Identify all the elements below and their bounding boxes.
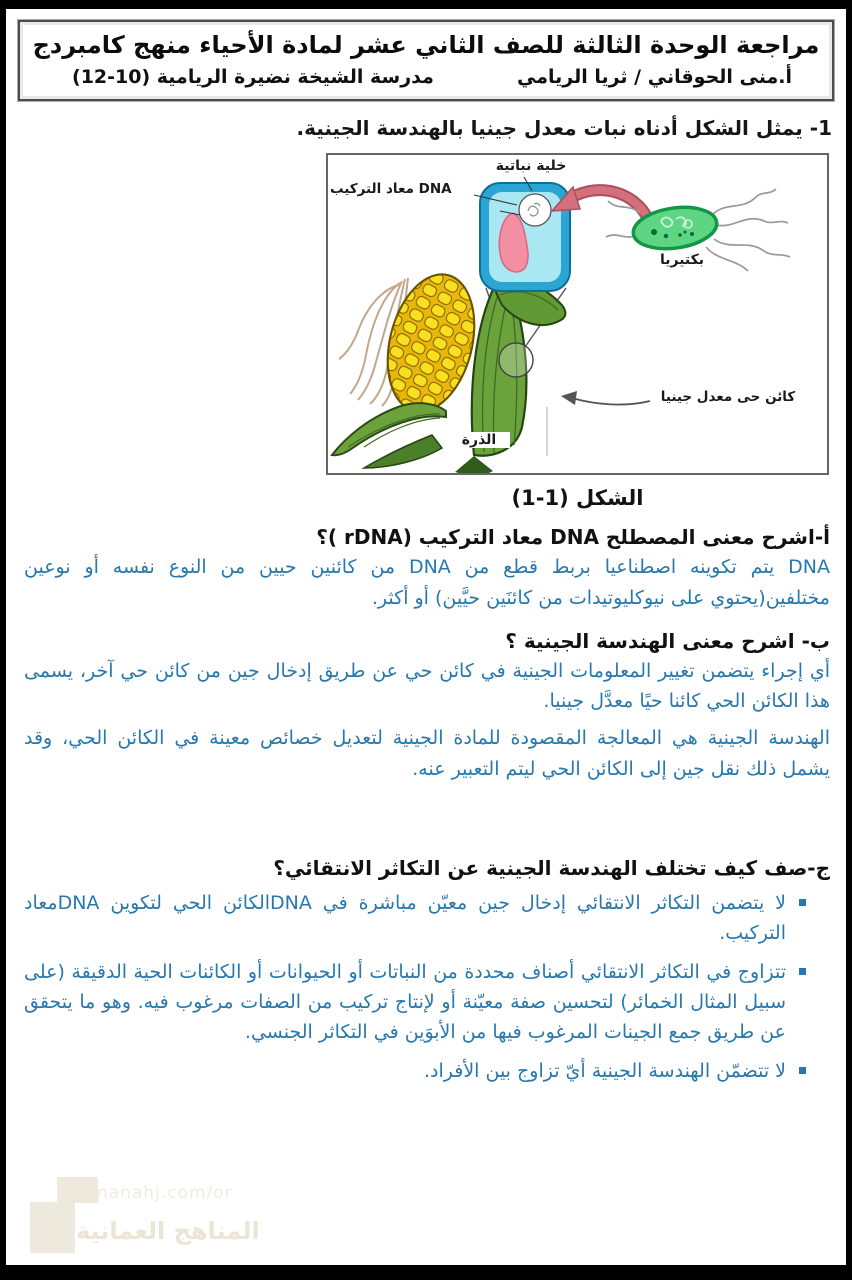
answer-b-part1: أي إجراء يتضمن تغيير المعلومات الجينية في كائن حي عن طريق إدخال جين من كائن حي آخر، يسمى هذا الكائن الحي كائنا حيًا معدَّل جينيا. <box>24 659 830 713</box>
bullet-text: تتزاوج في التكاثر الانتقائي أصناف محددة من النباتات أو الحيوانات أو الكائنات الحية الدقيقة (على سبيل المثال الخمائر) لتحسين صفة معيّنة أو لإنتاج تركيب من الصفات مرغوب فيه. وهو ما يتحقق عن طريق جمع الجينات المرغوب فيها من الأبوَين في التكاثر الجنسي. <box>24 960 786 1043</box>
answer-c-bullet-list <box>24 888 830 1086</box>
watermark <box>6 1169 406 1265</box>
worksheet-page <box>6 9 846 1265</box>
watermark-block-icon <box>30 1202 75 1253</box>
figure-caption: الشكل (1-1) <box>511 486 644 510</box>
page-title: مراجعة الوحدة الثالثة للصف الثاني عشر لمادة الأحياء منهج كامبردج <box>32 31 820 59</box>
answer-a: DNA يتم تكوينه اصطناعيا بربط قطع من DNA من كائنين حيين من النوع نفسه أو نوعين مختلفين(يحتوي على نيوكليوتيدات من كائنَين حيَّين) أو أكثر. <box>24 556 831 609</box>
header-box <box>18 20 834 101</box>
list-item <box>24 957 806 1047</box>
figure-label-bacteria: بكتيريا <box>659 252 705 268</box>
question-a: أ-اشرح معنى المصطلح DNA معاد التركيب (rDNA )؟ <box>316 525 830 549</box>
bullet-square-icon <box>799 1067 806 1074</box>
bullet-square-icon <box>799 968 806 975</box>
figure-box <box>326 153 829 475</box>
watermark-url-text: almanahj.com/or <box>74 1183 233 1203</box>
figure-label-recombinant-dna: DNA معاد التركيب <box>330 181 452 197</box>
corn-tassel <box>455 456 493 473</box>
question-b: ب- اشرح معنى الهندسة الجينية ؟ <box>505 628 830 653</box>
watermark-brand-text: المناهج العمانية <box>76 1217 260 1245</box>
question-c: ج-صف كيف تختلف الهندسة الجينية عن التكاثر الانتقائي؟ <box>273 855 830 880</box>
gmo-label-arrow <box>561 391 650 405</box>
magnifier-circle <box>499 343 533 377</box>
figure-label-plant-cell: خلية نباتية <box>495 158 567 174</box>
list-item <box>24 888 806 948</box>
question-1-text: 1- يمثل الشكل أدناه نبات معدل جينيا بالهندسة الجينية. <box>296 116 832 140</box>
cell-rdna-circle <box>519 194 551 226</box>
plant-cell-shape <box>474 177 570 291</box>
qa-section <box>24 525 830 1086</box>
bullet-square-icon <box>799 899 806 906</box>
figure-wrapper <box>326 153 829 475</box>
school-name: مدرسة الشيخة نضيرة الريامية (10-12) <box>72 66 434 88</box>
figure-label-gmo: كائن حى معدل جينيا <box>660 389 796 405</box>
teacher-names: أ.منى الحوقاني / ثريا الريامي <box>517 66 792 88</box>
list-item <box>24 1056 806 1086</box>
bullet-text: لا تتضمّن الهندسة الجينية أيّ تزاوج بين الأفراد. <box>423 1059 786 1082</box>
bullet-text: لا يتضمن التكاثر الانتقائي إدخال جين معيّن مباشرة في DNAالكائن الحي لتكوين DNAمعاد التركيب. <box>24 891 786 944</box>
answer-b-part2: الهندسة الجينية هي المعالجة المقصودة للمادة الجينية لتعديل خصائص معينة في الكائن الحي، وقد يشمل ذلك نقل جين إلى الكائن الحي ليتم التعبير عنه. <box>24 727 830 780</box>
header-subtitle-row <box>30 59 822 88</box>
blank-gap <box>24 785 830 841</box>
figure-illustration <box>328 155 827 473</box>
figure-label-corn: الذرة <box>448 432 510 448</box>
